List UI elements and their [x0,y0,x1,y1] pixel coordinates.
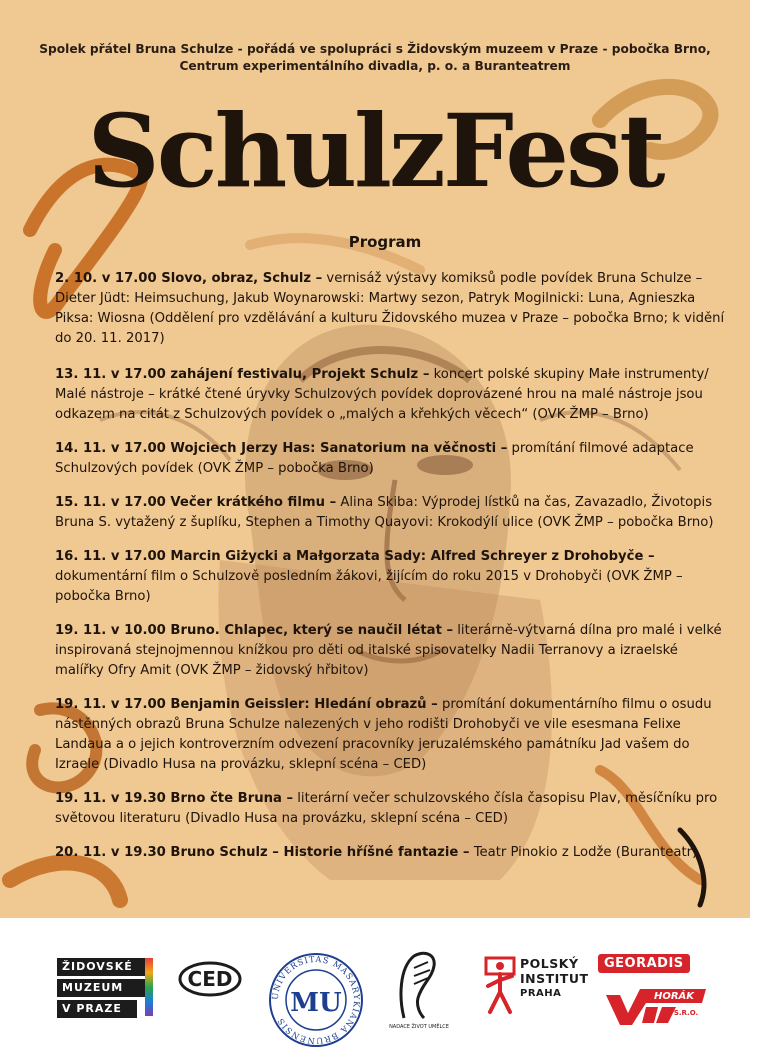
event-description: literárně-výtvarná dílna pro malé i velké inspirovaná stejnojmennou knížkou pro děti od italské spisovatelky Nadii Terranovy a izraelské malířky Ofry Amit (OVK ŽMP – židovský hřbitov) [55,623,722,678]
polish-institute-line: PRAHA [520,988,562,999]
jewish-museum-logo-line: ŽIDOVSKÉ [57,958,153,976]
vkv-horak-logo [606,983,706,1027]
event-description: dokumentární film o Schulzově posledním žákovi, žijícím do roku 2015 v Drohobyči (OVK ŽMP – pobočka Brno) [55,569,683,604]
event-description: promítání dokumentárního filmu o osudu nástěnných obrazů Bruna Schulze nalezených v jeho rodišti Drohobyči ve vile esesmana Felixe Landaua a o jejich kontroverzním odvezení pracovníky jeruzalémského památníku Jad vašem do Izraele (Divadlo Husa na provázku, sklepní scéna – CED) [55,697,712,772]
sponsor-logos [0,918,750,1047]
masaryk-university-logo [268,952,364,1048]
jewish-museum-logo-line: MUZEUM [57,979,147,997]
polish-institute-line: INSTITUT [520,971,589,986]
event-item [55,789,725,829]
mu-ring-text: UNIVERSITAS MASARYKIANA BRUNENSIS [269,953,363,1047]
jewish-museum-logo [57,958,153,1021]
organizer-line-2: Centrum experimentálního divadla, p. o. a Buranteatrem [179,59,571,73]
organizer-text [0,41,750,75]
organizer-line-1: Spolek přátel Bruna Schulze - pořádá ve spolupráci s Židovským muzeem v Praze - pobočka Brno, [39,42,711,56]
ced-logo [178,961,242,997]
event-item [55,493,725,533]
polish-institute-figure-icon [484,956,516,1014]
polish-institute-text [520,956,589,1001]
event-title: 20. 11. v 19.30 Bruno Schulz – Historie hříšné fantazie – [55,845,470,860]
event-title: 19. 11. v 10.00 Bruno. Chlapec, který se naučil létat – [55,623,454,638]
event-description: koncert polské skupiny Małe instrumenty/ Malé nástroje – krátké čtené úryvky Schulzových povídek doprovázené hrou na malé nástroje jsou odkazem na citát z Schulzových povídek o „malých a křehkých věcech“ (OVK ŽMP – Brno) [55,367,709,422]
event-description: literární večer schulzovského čísla časopisu Plav, měsíčníku pro světovou literaturu (Divadlo Husa na provázku, sklepní scéna – CED) [55,791,718,826]
nzu-text: NADACE ŽIVOT UMĚLCE [389,1024,449,1030]
ced-logo-text: CED [187,967,233,991]
event-item [55,695,725,775]
event-description: promítání filmové adaptace Schulzových povídek (OVK ŽMP – pobočka Brno) [55,441,694,476]
event-list [55,269,725,877]
event-item [55,365,725,425]
event-description: vernisáž výstavy komiksů podle povídek Bruna Schulze – Dieter Jüdt: Heimsuchung, Jakub Woynarowski: Martwy sezon, Patryk Mogilnicki: Luna, Agnieszka Piksa: Wiosna (Oddělení pro vzdělávání a kulturu Židovského muzea v Praze – pobočka Brno; k vidění do 20. 11. 2017) [55,271,725,346]
sro-text: S.R.O. [673,1009,699,1017]
event-title: 19. 11. v 19.30 Brno čte Bruna – [55,791,294,806]
polish-institute-line: POLSKÝ [520,956,579,971]
color-bars-icon [145,958,153,1016]
program-heading: Program [348,233,422,251]
event-title: 19. 11. v 17.00 Benjamin Geissler: Hledání obrazů – [55,697,438,712]
event-item [55,439,725,479]
nadace-zivot-umelce-logo [389,948,449,1032]
jewish-museum-logo-line: V PRAZE [57,1000,137,1018]
event-description: Alina Skiba: Výprodej lístků na čas, Zavazadlo, Životopis Bruna S. vytažený z šuplíku, Stephen a Timothy Quayovi: Krokodýlí ulice (OVK ŽMP – pobočka Brno) [55,495,714,530]
polish-institute-logo [484,956,589,1018]
mu-mark-text: MU [290,988,342,1018]
horak-text: HORÁK [653,991,695,1002]
georadis-logo: GEORADIS [598,954,690,973]
event-title: 2. 10. v 17.00 Slovo, obraz, Schulz – [55,271,323,286]
event-item [55,621,725,681]
event-title: 16. 11. v 17.00 Marcin Giżycki a Małgorzata Sady: Alfred Schreyer z Drohobyče – [55,549,655,564]
event-title: 15. 11. v 17.00 Večer krátkého filmu – [55,495,337,510]
festival-title: SchulzFest [87,92,663,210]
event-item [55,843,725,863]
event-title: 14. 11. v 17.00 Wojciech Jerzy Has: Sanatorium na věčnosti – [55,441,508,456]
event-item [55,269,725,349]
event-description: Teatr Pinokio z Lodže (Buranteatr) [469,845,698,860]
event-item [55,547,725,607]
event-title: 13. 11. v 17.00 zahájení festivalu, Projekt Schulz – [55,367,430,382]
